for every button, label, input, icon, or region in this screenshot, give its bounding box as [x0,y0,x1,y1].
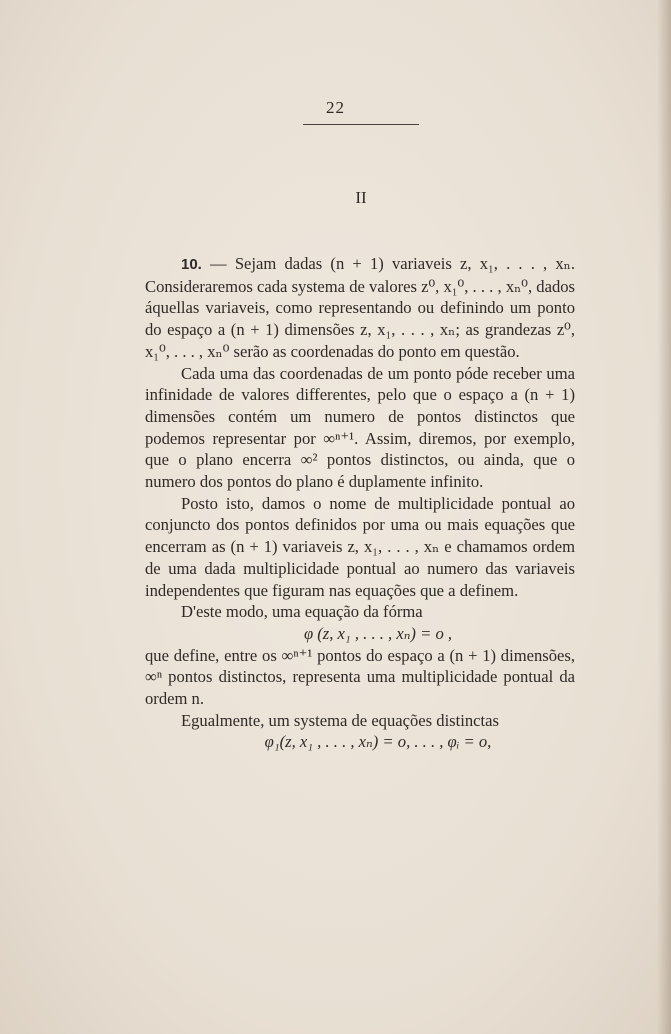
paragraph-text: — Sejam dadas (n + 1) variaveis z, x₁, . . . , xₙ. Consideraremos cada systema de valores z⁰, x₁⁰, . . . , xₙ⁰, dados áquellas variaveis, como representando ou definindo um ponto do espaço a (n + 1) dimensões z, x₁, . . . , xₙ; as grandezas z⁰, x₁⁰, . . . , xₙ⁰ serão as coordenadas do ponto em questão. [145,254,576,361]
section-heading: II [355,188,367,207]
paragraph-6: Egualmente, um systema de equações distinctas [181,710,499,730]
paragraph-5: que define, entre os ∞ⁿ⁺¹ pontos do espaço a (n + 1) dimensões, ∞ⁿ pontos distinctos, representa uma multiplicidade pontual da ordem n. [145,645,575,709]
body-text [145,253,575,753]
equation-1: φ (z, x₁ , . . . , xₙ) = o , [303,623,453,643]
page-edge-shadow [657,0,671,1034]
paragraph-3: Posto isto, damos o nome de multiplicidade pontual ao conjuncto dos pontos definidos por uma ou mais equações que encerram as (n + 1) variaveis z, x₁, . . . , xₙ e chamamos ordem de uma dada multiplicidade pontual ao numero das variaveis independentes que figuram nas equações que a definem. [145,493,575,600]
equation-2: φ₁(z, x₁ , . . . , xₙ) = o, . . . , φᵢ = o, [264,732,492,752]
paragraph-10 [145,253,575,363]
paragraph-4: D'este modo, uma equação da fórma [181,602,423,622]
paragraph-number: 10. [181,256,202,273]
page-number: 22 [326,98,345,117]
paragraph-2: Cada uma das coordenadas de um ponto póde receber uma infinidade de valores differentes, pelo que o espaço a (n + 1) dimensões contém um numero de pontos distinctos que podemos representar por ∞ⁿ⁺¹. Assim, diremos, por exemplo, que o plano encerra ∞² pontos distinctos, ou ainda, que o numero dos pontos do plano é duplamente infinito. [145,363,575,492]
header-rule [303,124,419,125]
